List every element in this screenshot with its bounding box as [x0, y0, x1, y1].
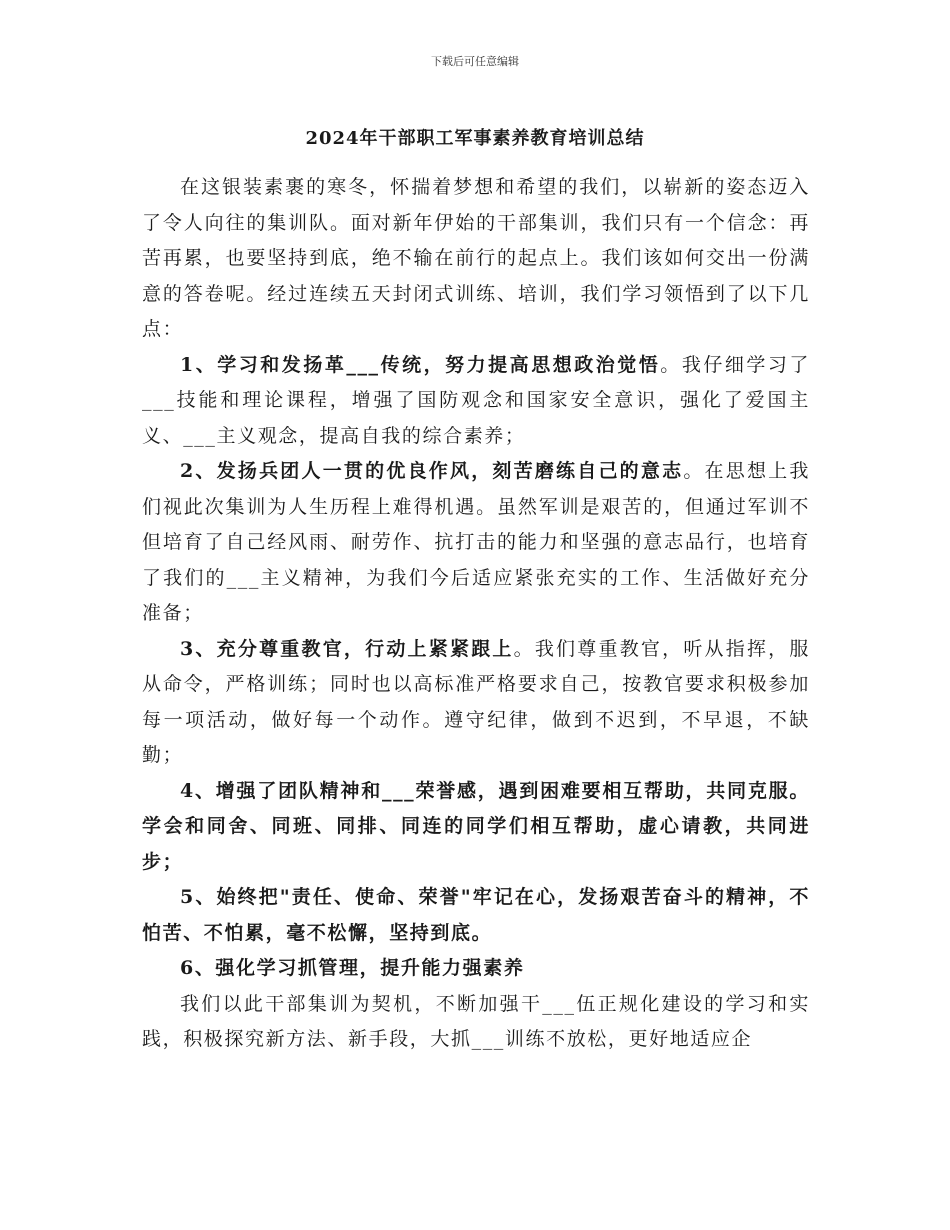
paragraph-bold-lead: 6、强化学习抓管理，提升能力强素养 [180, 957, 525, 979]
paragraph-text: 我们以此干部集训为契机，不断加强干___伍正规化建设的学习和实践，积极探究新方法、新手段，大抓___训练不放松，更好地适应企 [142, 992, 810, 1050]
page-header-note: 下载后可任意编辑 [431, 55, 519, 68]
paragraph-closing [142, 987, 810, 1058]
document-body [142, 170, 810, 1058]
paragraph-point-1 [142, 348, 810, 455]
paragraph-text: 。我仔细学习了___技能和理论课程，增强了国防观念和国家安全意识，强化了爱国主义、___主义观念，提高自我的综合素养； [142, 353, 810, 447]
paragraph-point-4 [142, 774, 810, 881]
paragraph-bold-lead: 5、始终把"责任、使命、荣誉"牢记在心，发扬艰苦奋斗的精神，不怕苦、不怕累，毫不松懈，坚持到底。 [142, 886, 810, 944]
paragraph-text: 。我们尊重教官，听从指挥，服从命令，严格训练；同时也以高标准严格要求自己，按教官要求积极参加每一项活动，做好每一个动作。遵守纪律，做到不迟到，不早退，不缺勤； [142, 637, 810, 766]
paragraph-text: 在这银装素裹的寒冬，怀揣着梦想和希望的我们，以崭新的姿态迈入了令人向往的集训队。面对新年伊始的干部集训，我们只有一个信念：再苦再累，也要坚持到底，绝不输在前行的起点上。我们该如何交出一份满意的答卷呢。经过连续五天封闭式训练、培训，我们学习领悟到了以下几点： [142, 176, 810, 340]
paragraph-bold-lead: 2、发扬兵团人一贯的优良作风，刻苦磨练自己的意志 [180, 460, 684, 482]
paragraph-point-3 [142, 632, 810, 774]
paragraph-point-6 [142, 951, 810, 987]
document-title: 2024年干部职工军事素养教育培训总结 [305, 128, 645, 149]
paragraph-point-2 [142, 454, 810, 632]
paragraph-point-5 [142, 880, 810, 951]
paragraph-bold-lead: 1、学习和发扬革___传统，努力提高思想政治觉悟 [180, 353, 661, 376]
paragraph-intro [142, 170, 810, 348]
paragraph-text: 。在思想上我们视此次集训为人生历程上难得机遇。虽然军训是艰苦的，但通过军训不但培育了自己经风雨、耐劳作、抗打击的能力和坚强的意志品行，也培育了我们的___主义精神，为我们今后适应紧张充实的工作、生活做好充分准备； [142, 460, 810, 624]
paragraph-bold-lead: 4、增强了团队精神和___荣誉感，遇到困难要相互帮助，共同克服。学会和同舍、同班、同排、同连的同学们相互帮助，虚心请教，共同进步； [142, 779, 810, 873]
paragraph-bold-lead: 3、充分尊重教官，行动上紧紧跟上 [180, 637, 514, 660]
